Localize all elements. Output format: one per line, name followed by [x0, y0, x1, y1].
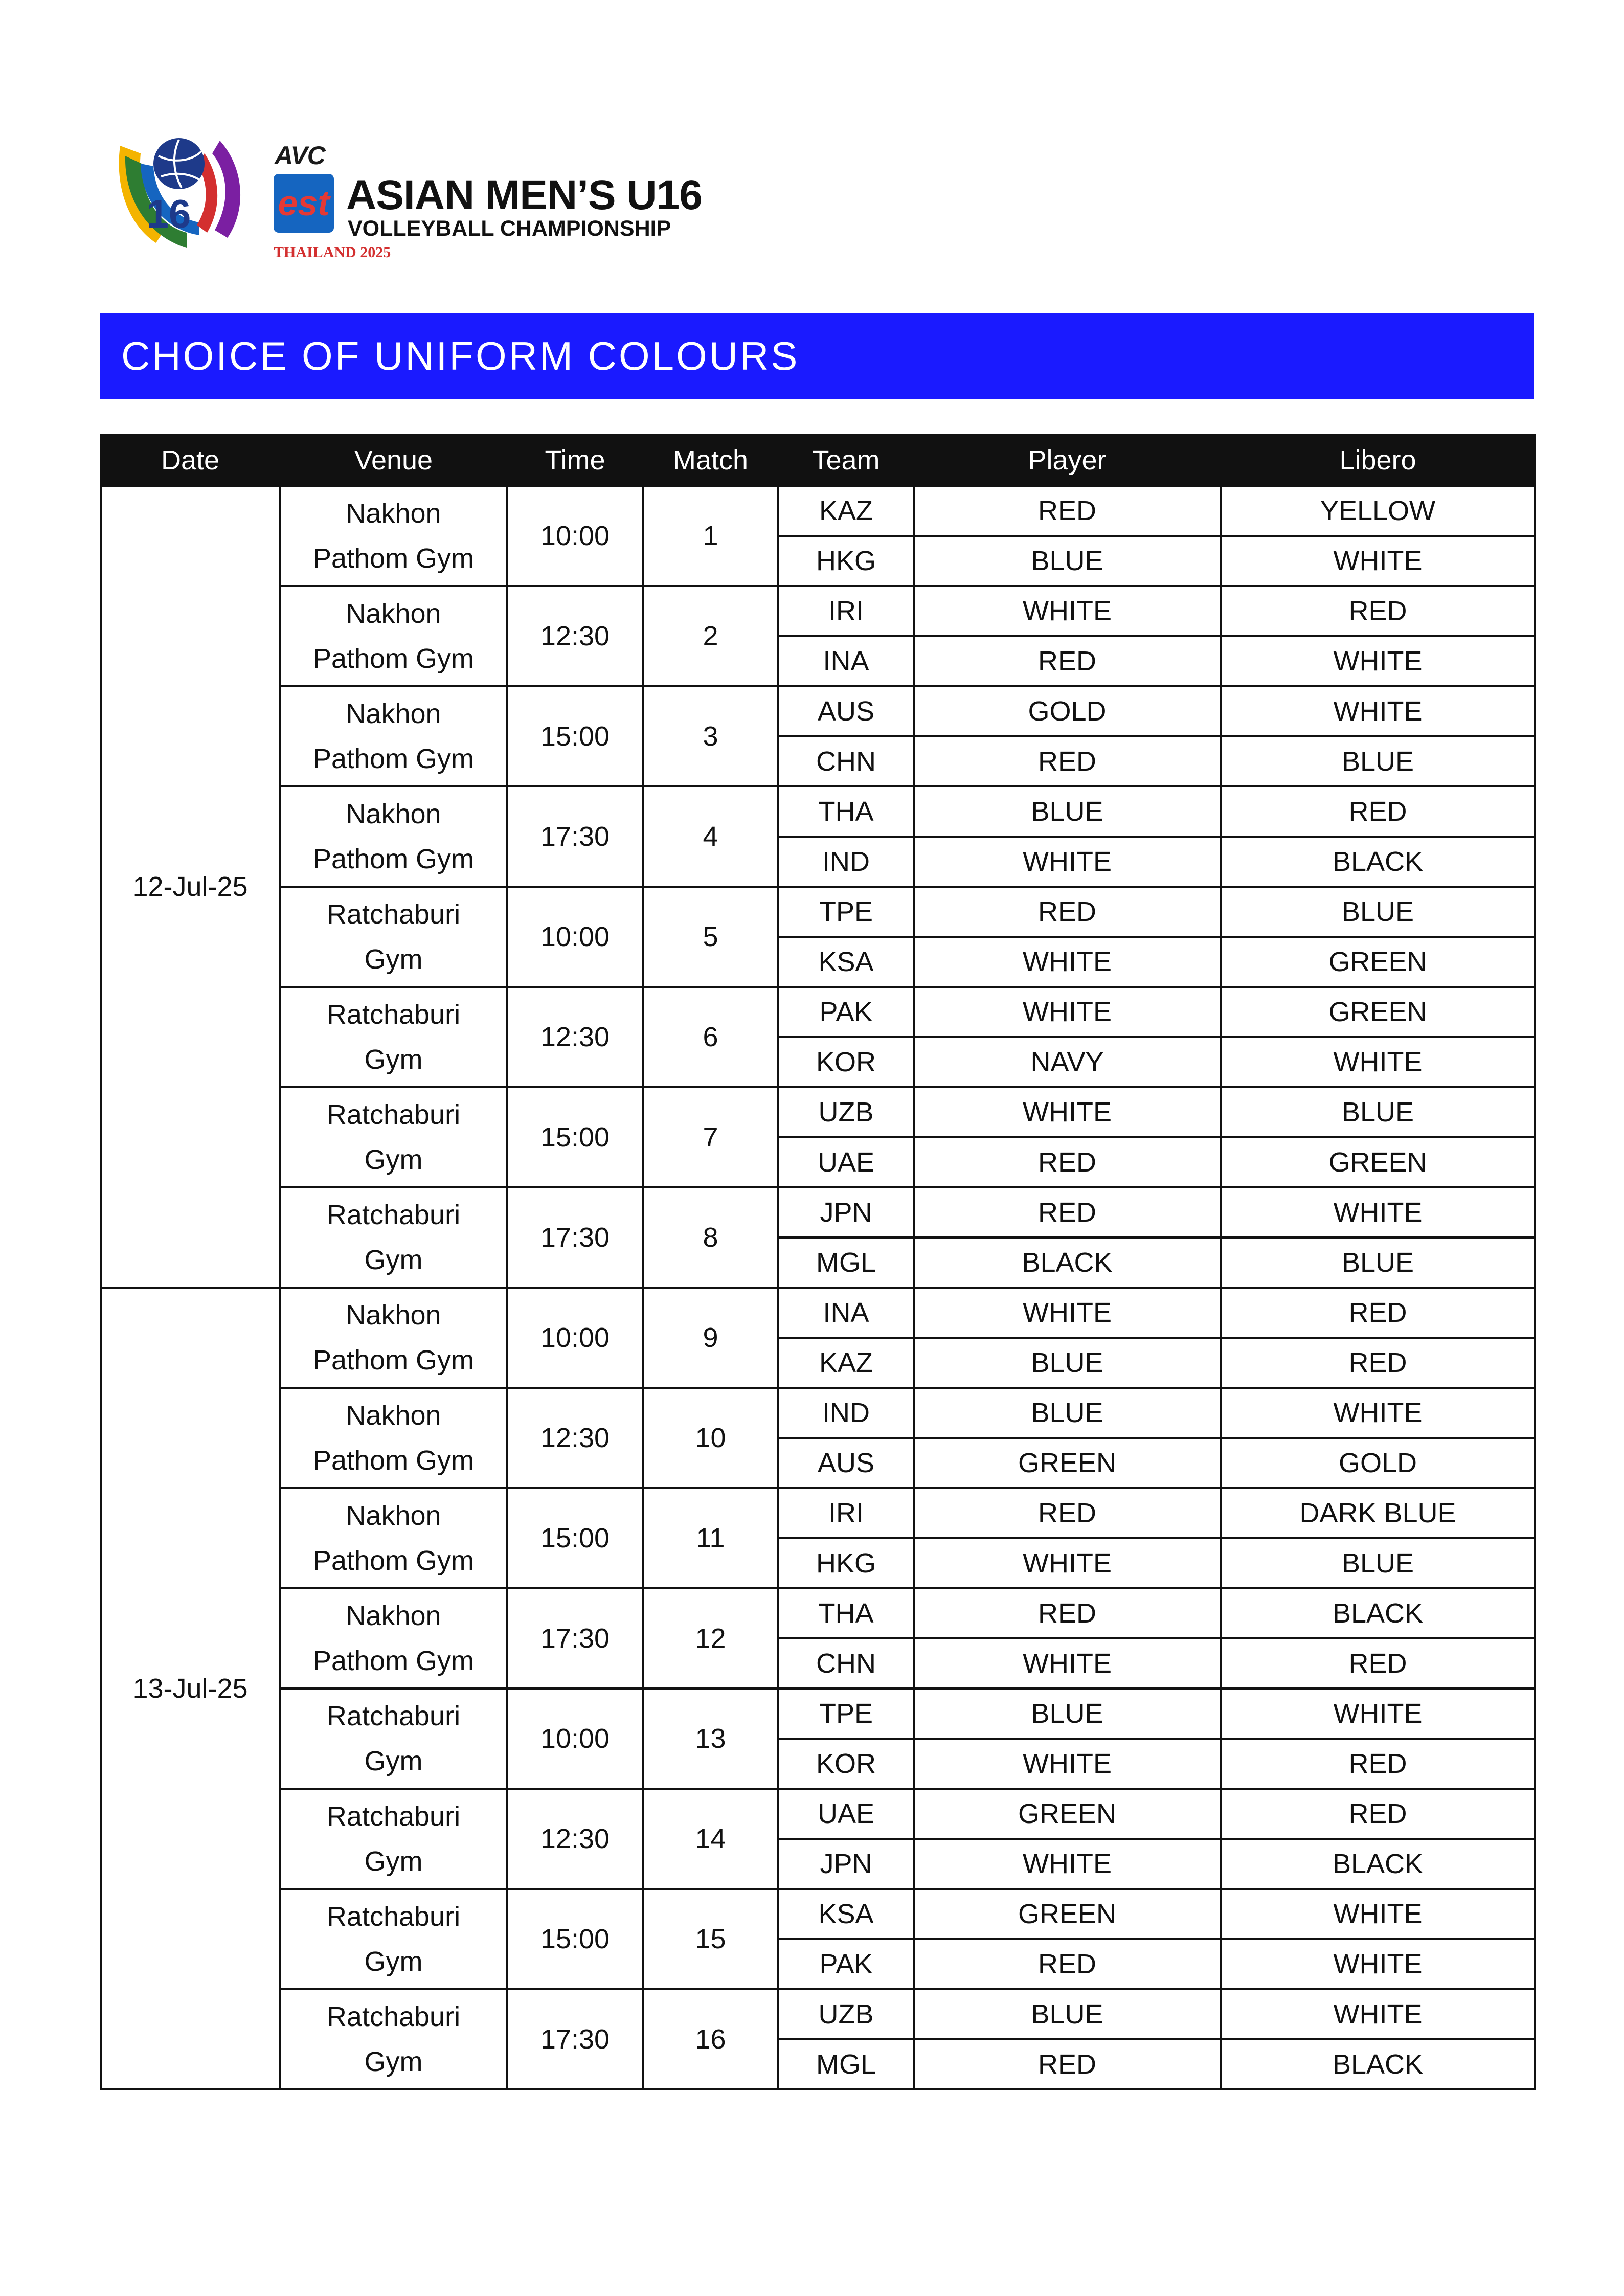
time-cell: 17:30	[507, 1989, 643, 2089]
column-header-team: Team	[778, 435, 914, 486]
venue-line-1: Nakhon	[346, 598, 441, 629]
venue-line-2: Gym	[364, 1144, 423, 1175]
table-row	[101, 786, 1535, 837]
libero-colour-cell: BLACK	[1221, 1839, 1535, 1889]
libero-colour-cell: BLUE	[1221, 1538, 1535, 1588]
match-number-cell: 4	[643, 786, 778, 887]
championship-subtitle: VOLLEYBALL CHAMPIONSHIP	[348, 216, 671, 241]
team-cell: IRI	[778, 586, 914, 636]
team-cell: KSA	[778, 1889, 914, 1939]
time-cell: 15:00	[507, 1889, 643, 1989]
libero-colour-cell: GOLD	[1221, 1438, 1535, 1488]
table-row	[101, 1989, 1535, 2039]
match-number-cell: 15	[643, 1889, 778, 1989]
libero-colour-cell: RED	[1221, 786, 1535, 837]
table-row	[101, 1889, 1535, 1939]
time-cell: 17:30	[507, 1187, 643, 1288]
venue-line-1: Nakhon	[346, 1400, 441, 1431]
host-line: THAILAND 2025	[274, 244, 391, 261]
libero-colour-cell: BLUE	[1221, 1237, 1535, 1288]
team-cell: KSA	[778, 937, 914, 987]
player-colour-cell: BLUE	[914, 786, 1221, 837]
player-colour-cell: WHITE	[914, 1538, 1221, 1588]
time-cell: 17:30	[507, 1588, 643, 1689]
team-cell: PAK	[778, 1939, 914, 1989]
venue-line-1: Ratchaburi	[326, 1901, 461, 1932]
libero-colour-cell: BLACK	[1221, 2039, 1535, 2089]
match-number-cell: 7	[643, 1087, 778, 1187]
team-cell: MGL	[778, 2039, 914, 2089]
match-number-cell: 2	[643, 586, 778, 686]
venue-line-1: Ratchaburi	[326, 1099, 461, 1130]
libero-colour-cell: RED	[1221, 1789, 1535, 1839]
libero-colour-cell: WHITE	[1221, 1989, 1535, 2039]
table-row	[101, 586, 1535, 636]
venue-line-1: Ratchaburi	[326, 2001, 461, 2032]
venue-cell	[280, 1689, 507, 1789]
team-cell: HKG	[778, 1538, 914, 1588]
libero-colour-cell: WHITE	[1221, 1689, 1535, 1739]
venue-line-2: Gym	[364, 1746, 423, 1776]
table-row	[101, 1087, 1535, 1137]
match-number-cell: 13	[643, 1689, 778, 1789]
player-colour-cell: WHITE	[914, 1288, 1221, 1338]
venue-line-2: Gym	[364, 1044, 423, 1075]
venue-cell	[280, 1388, 507, 1488]
match-number-cell: 10	[643, 1388, 778, 1488]
team-cell: PAK	[778, 987, 914, 1037]
venue-line-2: Pathom Gym	[312, 1445, 475, 1476]
table-header-row	[101, 435, 1535, 486]
venue-line-1: Nakhon	[346, 498, 441, 529]
table-row	[101, 686, 1535, 736]
venue-line-2: Gym	[364, 1846, 423, 1877]
player-colour-cell: GREEN	[914, 1789, 1221, 1839]
libero-colour-cell: DARK BLUE	[1221, 1488, 1535, 1538]
venue-line-1: Ratchaburi	[326, 899, 461, 930]
match-number-cell: 8	[643, 1187, 778, 1288]
date-cell: 12-Jul-25	[101, 486, 280, 1288]
venue-line-2: Pathom Gym	[312, 1345, 475, 1376]
match-number-cell: 16	[643, 1989, 778, 2089]
match-number-cell: 9	[643, 1288, 778, 1388]
libero-colour-cell: RED	[1221, 1338, 1535, 1388]
team-cell: KOR	[778, 1037, 914, 1087]
player-colour-cell: WHITE	[914, 1839, 1221, 1889]
venue-cell	[280, 1187, 507, 1288]
player-colour-cell: RED	[914, 636, 1221, 686]
team-cell: UAE	[778, 1789, 914, 1839]
section-banner	[100, 313, 1534, 399]
venue-cell	[280, 1288, 507, 1388]
venue-cell	[280, 1588, 507, 1689]
table-row	[101, 1488, 1535, 1538]
team-cell: IND	[778, 837, 914, 887]
venue-cell	[280, 887, 507, 987]
venue-line-2: Gym	[364, 1245, 423, 1275]
est-sponsor-logo: est	[274, 174, 334, 233]
venue-line-1: Nakhon	[346, 799, 441, 829]
time-cell: 12:30	[507, 987, 643, 1087]
libero-colour-cell: WHITE	[1221, 1037, 1535, 1087]
player-colour-cell: RED	[914, 1137, 1221, 1187]
team-cell: CHN	[778, 1638, 914, 1689]
player-colour-cell: RED	[914, 736, 1221, 786]
team-cell: AUS	[778, 686, 914, 736]
team-cell: TPE	[778, 887, 914, 937]
player-colour-cell: WHITE	[914, 1739, 1221, 1789]
table-row	[101, 1187, 1535, 1237]
match-number-cell: 14	[643, 1789, 778, 1889]
team-cell: KOR	[778, 1739, 914, 1789]
libero-colour-cell: WHITE	[1221, 536, 1535, 586]
libero-colour-cell: BLUE	[1221, 1087, 1535, 1137]
venue-line-2: Pathom Gym	[312, 744, 475, 774]
libero-colour-cell: RED	[1221, 1739, 1535, 1789]
team-cell: THA	[778, 1588, 914, 1638]
venue-cell	[280, 1488, 507, 1588]
venue-line-1: Ratchaburi	[326, 1801, 461, 1832]
player-colour-cell: RED	[914, 1939, 1221, 1989]
column-header-venue: Venue	[280, 435, 507, 486]
table-row	[101, 1689, 1535, 1739]
player-colour-cell: RED	[914, 1588, 1221, 1638]
libero-colour-cell: BLUE	[1221, 736, 1535, 786]
venue-line-1: Nakhon	[346, 699, 441, 729]
table-row	[101, 1288, 1535, 1338]
team-cell: JPN	[778, 1187, 914, 1237]
player-colour-cell: BLUE	[914, 1388, 1221, 1438]
player-colour-cell: WHITE	[914, 1638, 1221, 1689]
match-number-cell: 12	[643, 1588, 778, 1689]
team-cell: KAZ	[778, 1338, 914, 1388]
emblem-number: 16	[146, 191, 191, 236]
libero-colour-cell: WHITE	[1221, 1388, 1535, 1438]
player-colour-cell: BLUE	[914, 1989, 1221, 2039]
avc-logo: AVC	[275, 141, 325, 170]
banner-title: CHOICE OF UNIFORM COLOURS	[121, 333, 800, 378]
team-cell: JPN	[778, 1839, 914, 1889]
championship-title: ASIAN MEN’S U16	[346, 172, 702, 218]
time-cell: 10:00	[507, 887, 643, 987]
libero-colour-cell: WHITE	[1221, 1187, 1535, 1237]
player-colour-cell: GOLD	[914, 686, 1221, 736]
team-cell: CHN	[778, 736, 914, 786]
team-cell: IRI	[778, 1488, 914, 1538]
team-cell: KAZ	[778, 486, 914, 536]
team-cell: INA	[778, 1288, 914, 1338]
player-colour-cell: RED	[914, 887, 1221, 937]
venue-line-1: Nakhon	[346, 1300, 441, 1331]
libero-colour-cell: WHITE	[1221, 636, 1535, 686]
column-header-match: Match	[643, 435, 778, 486]
player-colour-cell: WHITE	[914, 937, 1221, 987]
venue-cell	[280, 686, 507, 786]
venue-line-2: Pathom Gym	[312, 543, 475, 574]
team-cell: MGL	[778, 1237, 914, 1288]
player-colour-cell: GREEN	[914, 1438, 1221, 1488]
match-number-cell: 11	[643, 1488, 778, 1588]
player-colour-cell: WHITE	[914, 586, 1221, 636]
player-colour-cell: WHITE	[914, 837, 1221, 887]
player-colour-cell: GREEN	[914, 1889, 1221, 1939]
player-colour-cell: BLUE	[914, 1338, 1221, 1388]
date-cell: 13-Jul-25	[101, 1288, 280, 2089]
venue-cell	[280, 486, 507, 586]
venue-line-2: Pathom Gym	[312, 844, 475, 874]
team-cell: AUS	[778, 1438, 914, 1488]
libero-colour-cell: GREEN	[1221, 1137, 1535, 1187]
table-row	[101, 486, 1535, 536]
uniform-colours-table	[100, 434, 1536, 2090]
team-cell: HKG	[778, 536, 914, 586]
table-row	[101, 1388, 1535, 1438]
table-body	[101, 486, 1535, 2089]
table-row	[101, 1588, 1535, 1638]
venue-line-1: Ratchaburi	[326, 999, 461, 1030]
venue-cell	[280, 1989, 507, 2089]
team-cell: UZB	[778, 1087, 914, 1137]
libero-colour-cell: YELLOW	[1221, 486, 1535, 536]
venue-line-2: Pathom Gym	[312, 1646, 475, 1676]
venue-line-2: Pathom Gym	[312, 643, 475, 674]
player-colour-cell: NAVY	[914, 1037, 1221, 1087]
time-cell: 12:30	[507, 1789, 643, 1889]
team-cell: UZB	[778, 1989, 914, 2039]
u16-emblem-icon	[110, 125, 258, 266]
venue-line-2: Gym	[364, 1946, 423, 1977]
time-cell: 10:00	[507, 1689, 643, 1789]
player-colour-cell: BLUE	[914, 1689, 1221, 1739]
player-colour-cell: BLACK	[914, 1237, 1221, 1288]
libero-colour-cell: GREEN	[1221, 937, 1535, 987]
venue-cell	[280, 786, 507, 887]
venue-cell	[280, 1889, 507, 1989]
venue-line-1: Ratchaburi	[326, 1701, 461, 1731]
column-header-time: Time	[507, 435, 643, 486]
column-header-libero: Libero	[1221, 435, 1535, 486]
libero-colour-cell: RED	[1221, 1638, 1535, 1689]
time-cell: 10:00	[507, 1288, 643, 1388]
player-colour-cell: RED	[914, 2039, 1221, 2089]
libero-colour-cell: RED	[1221, 1288, 1535, 1338]
venue-line-1: Ratchaburi	[326, 1200, 461, 1230]
libero-colour-cell: RED	[1221, 586, 1535, 636]
time-cell: 12:30	[507, 1388, 643, 1488]
player-colour-cell: RED	[914, 1488, 1221, 1538]
match-number-cell: 6	[643, 987, 778, 1087]
championship-logo	[110, 125, 724, 274]
venue-line-2: Gym	[364, 2046, 423, 2077]
venue-cell	[280, 1087, 507, 1187]
libero-colour-cell: BLACK	[1221, 837, 1535, 887]
time-cell: 15:00	[507, 1087, 643, 1187]
table-row	[101, 987, 1535, 1037]
player-colour-cell: WHITE	[914, 1087, 1221, 1137]
player-colour-cell: BLUE	[914, 536, 1221, 586]
column-header-date: Date	[101, 435, 280, 486]
venue-line-1: Nakhon	[346, 1601, 441, 1631]
libero-colour-cell: BLACK	[1221, 1588, 1535, 1638]
team-cell: THA	[778, 786, 914, 837]
team-cell: IND	[778, 1388, 914, 1438]
player-colour-cell: RED	[914, 1187, 1221, 1237]
column-header-player: Player	[914, 435, 1221, 486]
time-cell: 12:30	[507, 586, 643, 686]
venue-line-1: Nakhon	[346, 1500, 441, 1531]
libero-colour-cell: GREEN	[1221, 987, 1535, 1037]
team-cell: INA	[778, 636, 914, 686]
table-row	[101, 887, 1535, 937]
venue-cell	[280, 987, 507, 1087]
table-row	[101, 1789, 1535, 1839]
libero-colour-cell: WHITE	[1221, 1939, 1535, 1989]
venue-line-2: Pathom Gym	[312, 1545, 475, 1576]
venue-cell	[280, 1789, 507, 1889]
libero-colour-cell: BLUE	[1221, 887, 1535, 937]
time-cell: 15:00	[507, 686, 643, 786]
match-number-cell: 1	[643, 486, 778, 586]
venue-line-2: Gym	[364, 944, 423, 975]
time-cell: 17:30	[507, 786, 643, 887]
match-number-cell: 3	[643, 686, 778, 786]
match-number-cell: 5	[643, 887, 778, 987]
time-cell: 10:00	[507, 486, 643, 586]
libero-colour-cell: WHITE	[1221, 1889, 1535, 1939]
time-cell: 15:00	[507, 1488, 643, 1588]
player-colour-cell: RED	[914, 486, 1221, 536]
libero-colour-cell: WHITE	[1221, 686, 1535, 736]
player-colour-cell: WHITE	[914, 987, 1221, 1037]
team-cell: UAE	[778, 1137, 914, 1187]
team-cell: TPE	[778, 1689, 914, 1739]
venue-cell	[280, 586, 507, 686]
